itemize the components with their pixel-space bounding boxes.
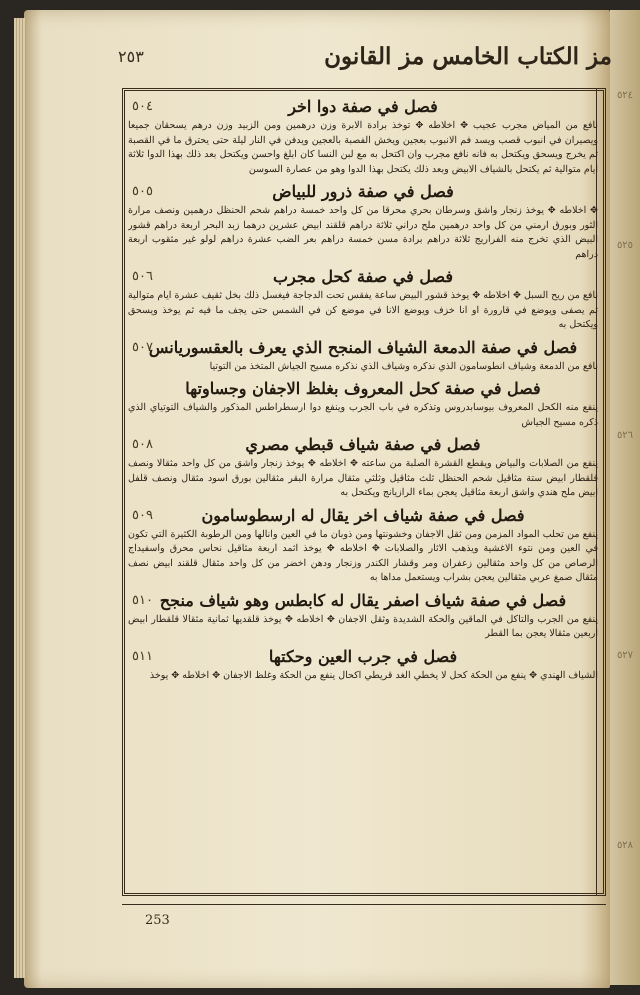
section-number: ٥٠٧ <box>132 339 153 355</box>
ghost-number: ٥٢٦ <box>616 430 634 441</box>
section-title: فصل في صفة ذرور للبياض <box>272 182 454 201</box>
section-number: ٥٠٤ <box>132 99 153 114</box>
section-body: ينفع من الصلابات والبياض ويقطع القشرة الصلبة من ساعته ✥ اخلاطه ✥ يوخذ زنجار واشق من كل واحد مثقالا ونصف قلقطار ابيض ستة مثاقيل شحم الحنظل ثلث مثاقيل وثلثي مثقال مرارة البقر مثقالين بورق اسود مثقال ونصف قلفل ابيض ملح هندي واشق اربعة مثاقيل يعجن بماء الرازيانج ويكتحل به <box>128 458 598 498</box>
section <box>128 590 598 642</box>
section-body: نافع من ريح السبل ✥ اخلاطه ✥ يوخذ قشور البيض ساعة يفقس تحت الدجاجة فيغسل ذلك بخل ثقيف عشرة ايام متوالية ثم يصفى ويوضع في قارورة او انا خزف ويوضع الانا في موضع كن في الشمس حتى يجف ما فيه ثم يوخذ ويسحق ويكتحل به <box>128 290 598 330</box>
ghost-number: ٥٢٨ <box>616 840 634 851</box>
section-body: ينفع من الجرب والتاكل في الماقين والحكة الشديدة وثقل الاجفان ✥ اخلاطه ✥ يوخذ قلقديها ثمانية مثقالا قلقطار ابيض اربعين مثقالا يعجن بما القطر <box>128 613 598 639</box>
section <box>128 646 598 684</box>
folio-number-arabic: ٢٥٣ <box>118 46 144 66</box>
section-number: ٥١١ <box>132 648 153 664</box>
section-number: ٥٠٦ <box>132 269 153 284</box>
section-title: فصل في صفة كحل المعروف بغلظ الاجفان وجساوتها <box>185 379 541 398</box>
section-body: نافع من المياض مجرب عجيب ✥ اخلاطه ✥ توخذ برادة الابرة وزن درهمين ومن الزبيد وزن درهم يسحقان جميعا ويصيران في انبوب قصب ويسد فم الانبوب بعجين ويخش الفصبة بالعجين ويدفن في النار ليلة حتى يحترق ما في القصبة ثم يخرج ويسحق ويكتحل به فانه نافع مجرب وان اكتحل به مع لبن النسا كان ابلغ واحسن ويكتحل بعد ذلك بهذا الدوا ثلاثة ايام متوالية ثم يكتحل بالشياف الابيض وبعد ذلك يكتحل بهذا الدوا وهو من عصارة السوسن <box>128 120 598 175</box>
section <box>128 181 598 262</box>
section <box>128 266 598 333</box>
section-number: ٥٠٨ <box>132 437 153 452</box>
section-number: ٥١٠ <box>132 592 153 608</box>
section-title: فصل في صفة شياف قبطي مصري <box>245 435 481 454</box>
section-number: ٥٠٥ <box>132 184 153 199</box>
ghost-number: ٥٢٧ <box>616 650 634 661</box>
section <box>128 378 598 430</box>
section-body: ينفع منه الكحل المعروف بيوسابدروس وتذكره في باب الجرب وينفع دوا ارسطراطس المذكور والشياف التوتياي الذي ذكره مسيح الجياش <box>128 402 598 428</box>
ghost-number: ٥٢٤ <box>616 90 634 101</box>
section-body: ينفع من تحلب المواد المزمن ومن ثقل الاجفان وخشونتها ومن ذوبان ما في العين وانالها ومن الرطوبة الكثيرة التي تكون في العين ومن نتوء الاغشية ويذهب الاثار والصلابات ✥ اخلاطه ✥ يوخذ اثمد اربعة مثاقيل نحاس محرق واسفيداج الرصاص من كل واحد مثقالين زعفران ومر وقشار الكندر وزنجار ودهن اخضر من كل واحد مثقال قلقند ابيض نصف مثقال صمغ عربي مثقالين يعجن بشراب ويستعمل مداها به <box>128 528 598 583</box>
section-title: فصل في صفة شياف اصفر يقال له كابطس وهو شياف منجح <box>159 590 567 610</box>
section-title: فصل في صفة كحل مجرب <box>272 267 453 286</box>
section <box>128 434 598 501</box>
running-title: مز الكتاب الخامس مز القانون <box>324 42 612 70</box>
section-title: فصل في صفة شياف اخر يقال له ارسطوسامون <box>201 505 525 525</box>
section <box>128 96 598 177</box>
section <box>128 505 598 586</box>
page-content <box>128 92 598 892</box>
section-title: فصل في جرب العين وحكتها <box>268 646 458 666</box>
section-number: ٥٠٩ <box>132 507 153 523</box>
ghost-number: ٥٢٥ <box>616 240 634 251</box>
page-edge-stack <box>14 18 26 978</box>
section-body: نافع من الدمعة وشياف انطوسامون الذي نذكره وشياف الذي نذكره مسيح الجياش المتخذ من التوتيا <box>209 360 598 372</box>
section-body: ✥ اخلاطه ✥ يوخذ زنجار واشق وسرطان بحري محرقا من كل واحد خمسة دراهم شحم الحنظل درهمين ونصف مرارة الثور وبورق ارمني من كل واحد درهمين ملح دراني ثلاثة دراهم قلقند ابيض عشرين درهما زبد البحر اربعة دراهم قشور البيض الذي تخرج منه الفراريج ثلاثة دراهم برادة مسن خمسة دراهم بعر الضب عشرة دراهم لولو غير مثقوب اربعة دراهم <box>128 205 598 260</box>
page-header <box>118 32 612 80</box>
section-title: فصل في صفة الدمعة الشياف المنجح الذي يعرف بالعقسوريانس <box>148 337 578 357</box>
facing-page-edge <box>610 10 640 985</box>
section <box>128 337 598 375</box>
footer-rule <box>122 904 606 905</box>
folio-number-latin: 253 <box>145 913 170 928</box>
section-body: الشياف الهندي ✥ ينفع من الحكة كحل لا يخطي الغد قريطي اكحال ينفع من الحكة وغلظ الاجفان ✥ اخلاطه ✥ يوخذ <box>149 669 598 681</box>
section-title: فصل في صفة دوا اخر <box>288 97 438 116</box>
